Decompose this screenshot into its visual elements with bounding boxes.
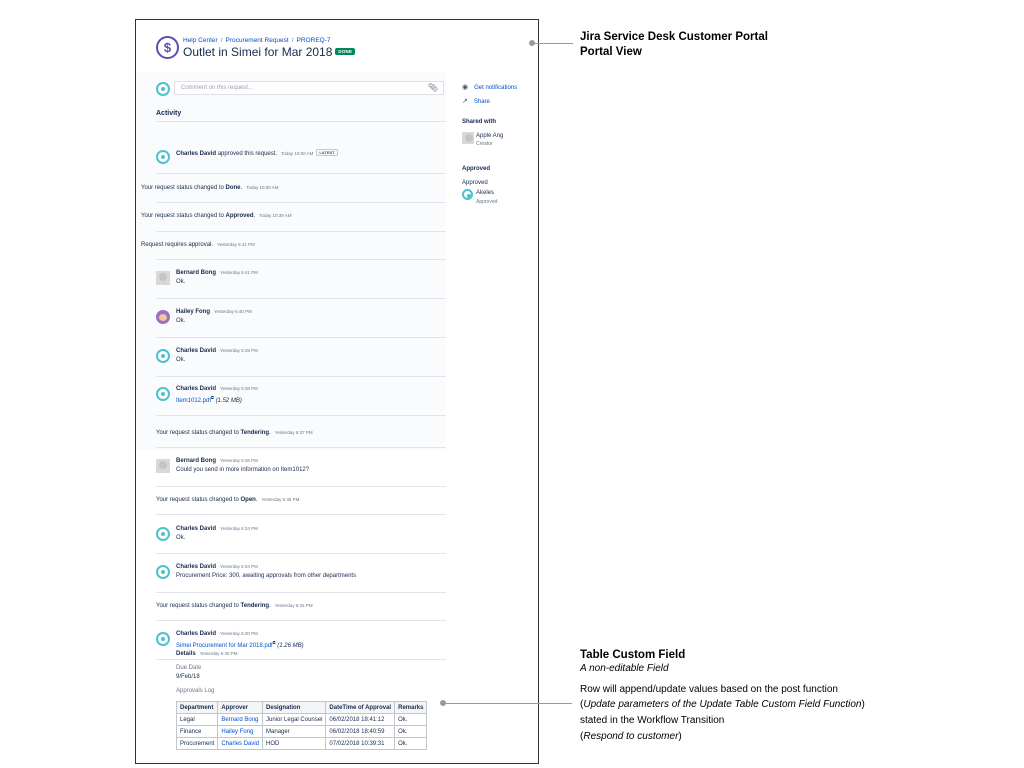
callout-line: [535, 43, 573, 44]
column-header: DateTime of Approval: [326, 702, 395, 714]
table-cell: Finance: [177, 726, 218, 738]
activity-headline: [176, 458, 309, 464]
activity-entry: [141, 213, 291, 219]
activity-headline: [176, 386, 258, 392]
portal-frame: [135, 19, 539, 764]
external-link-icon: ⧉: [272, 640, 276, 645]
dollar-icon: $: [156, 36, 179, 59]
paren-close: ): [861, 699, 865, 710]
external-link-icon: ⧉: [211, 395, 214, 400]
activity-headline: [176, 270, 258, 276]
activity-time: Yesterday 6:41 PM: [220, 270, 258, 275]
table-body: [177, 714, 427, 750]
table-annotation-line-4: [580, 731, 682, 742]
paperclip-icon[interactable]: 📎︎: [427, 83, 438, 92]
activity-time: Yesterday 6:39 PM: [220, 348, 258, 353]
activity-headline: [176, 309, 252, 315]
shared-with-heading: Shared with: [462, 119, 497, 125]
get-notifications-link[interactable]: [462, 83, 517, 91]
comment-input[interactable]: [174, 81, 444, 95]
table-cell: HOD: [263, 738, 326, 750]
activity-text: Your request status changed to: [156, 603, 239, 609]
divider: [156, 337, 446, 338]
author-name: Charles David: [176, 564, 217, 570]
activity-entry: [176, 631, 304, 649]
avatar: [156, 632, 170, 646]
activity-headline: Your request status changed to Tendering. Yesterday 6:37 PM: [156, 430, 313, 436]
table-cell: 06/02/2018 18:40:59: [326, 726, 395, 738]
paren-open: (: [580, 731, 584, 742]
activity-text: Your request status changed to: [156, 497, 239, 503]
activity-headline: Your request status changed to Approved. Today 10:39 AM: [141, 213, 292, 219]
page-title: [183, 45, 355, 59]
activity-headline: Your request status changed to Open. Yesterday 6:36 PM: [156, 497, 300, 503]
activity-time: Yesterday 6:36 PM: [220, 458, 258, 463]
activity-time: Yesterday 6:36 PM: [261, 497, 300, 502]
request-title: Outlet in Simei for Mar 2018: [183, 45, 333, 59]
activity-entry: [156, 497, 299, 503]
attachment: [176, 395, 258, 404]
author-name: Bernard Bong: [176, 270, 217, 276]
eye-icon: ◉: [462, 84, 469, 91]
breadcrumb-procurement-request[interactable]: Procurement Request: [225, 37, 289, 44]
activity-entry: [176, 564, 356, 579]
author-name: Charles David: [176, 151, 217, 157]
approver-name: Akeles: [476, 190, 495, 196]
divider: [156, 376, 446, 377]
divider: [156, 121, 446, 122]
approver-link[interactable]: Bernard Bong: [218, 714, 263, 726]
breadcrumb-separator: /: [291, 37, 294, 44]
avatar: [156, 387, 170, 401]
comment-text: Procurement Price: 300, awaiting approvals from other departments: [176, 573, 357, 579]
breadcrumb-help-center[interactable]: Help Center: [183, 37, 218, 44]
transition-name: Respond to customer: [583, 731, 679, 742]
table-row: [177, 738, 427, 750]
activity-time: Yesterday 6:38 PM: [220, 386, 258, 391]
divider: [156, 259, 446, 260]
portal-annotation-subtitle: Portal View: [580, 46, 642, 58]
table-cell: Ok.: [395, 738, 427, 750]
due-date-value: 9/Feb/18: [176, 674, 200, 680]
activity-time: Yesterday 6:41 PM: [217, 242, 255, 247]
file-size: (1.52 MB): [215, 398, 242, 404]
activity-entry: [176, 526, 258, 541]
author-name: Hailey Fong: [176, 309, 211, 315]
comment-text: Ok.: [176, 279, 186, 285]
avatar: [156, 82, 170, 96]
avatar: [156, 459, 170, 473]
table-cell: 07/02/2018 10:39:31: [326, 738, 395, 750]
avatar: [462, 189, 473, 200]
approved-label: Approved: [462, 180, 488, 186]
activity-headline: [176, 149, 338, 157]
paren-close: ): [678, 731, 682, 742]
divider: [156, 592, 446, 593]
activity-entry: [156, 430, 313, 436]
approvals-log-label: Approvals Log: [176, 688, 215, 694]
table-annotation-title: Table Custom Field: [580, 649, 686, 661]
column-header: Approver: [218, 702, 263, 714]
table-cell: Ok.: [395, 726, 427, 738]
shared-user-name: Apple Ang: [476, 133, 504, 139]
avatar: [156, 150, 170, 164]
approved-heading: Approved: [462, 166, 491, 172]
column-header: Designation: [263, 702, 326, 714]
get-notifications-label: Get notifications: [474, 85, 518, 91]
table-annotation-line-2: [580, 699, 865, 710]
table-cell: Junior Legal Counsel: [263, 714, 326, 726]
activity-time: Today 10:50 AM: [246, 185, 279, 190]
author-name: Bernard Bong: [176, 458, 217, 464]
activity-time: Yesterday 6:34 PM: [220, 564, 258, 569]
attachment: [176, 640, 304, 649]
shared-user-role: Creator: [476, 141, 493, 147]
avatar: [156, 310, 170, 324]
avatar: [156, 527, 170, 541]
table-row: [177, 726, 427, 738]
function-name: Update parameters of the Update Table Custom Field Function: [583, 699, 862, 710]
table-cell: 06/02/2018 18:41:12: [326, 714, 395, 726]
divider: [156, 202, 446, 203]
activity-time: Today 10:50 AM: [281, 151, 314, 156]
activity-text: Your request status changed to: [141, 213, 224, 219]
latest-badge: LATEST: [316, 149, 337, 156]
author-name: Charles David: [176, 526, 217, 532]
activity-entry: [156, 603, 313, 609]
status-value: Open: [240, 497, 256, 503]
status-value: Tendering: [240, 603, 270, 609]
attachment-link[interactable]: Item1012.pdf: [176, 398, 212, 404]
activity-headline: [141, 242, 255, 248]
paren-open: (: [580, 699, 584, 710]
table-header-row: [177, 702, 427, 714]
activity-entry: [176, 149, 338, 157]
details-title: Details: [176, 651, 196, 657]
activity-entry: [176, 386, 258, 404]
file-size: (1.26 MB): [277, 643, 304, 649]
activity-heading: Activity: [156, 110, 182, 117]
activity-headline: [176, 564, 356, 570]
status-value: Done: [225, 185, 241, 191]
activity-headline: Your request status changed to Tendering. Yesterday 6:34 PM: [156, 603, 313, 609]
author-name: Charles David: [176, 386, 217, 392]
activity-time: Yesterday 6:37 PM: [274, 430, 313, 435]
details-heading: [176, 651, 238, 657]
divider: [156, 173, 446, 174]
share-link[interactable]: [462, 97, 490, 105]
comment-placeholder: Comment on this request...: [181, 85, 254, 91]
activity-text: Request requires approval.: [141, 242, 214, 248]
activity-text: Your request status changed to: [141, 185, 224, 191]
divider: [156, 620, 446, 621]
activity-text: Your request status changed to: [156, 430, 239, 436]
approver-link[interactable]: Charles David: [218, 738, 263, 750]
activity-entry: [141, 242, 255, 248]
activity-headline: [176, 631, 304, 637]
activity-time: Today 10:39 AM: [259, 213, 292, 218]
divider: [156, 298, 446, 299]
activity-time: Yesterday 6:40 PM: [214, 309, 252, 314]
divider: [156, 231, 446, 232]
divider: [156, 553, 446, 554]
activity-entry: [176, 270, 258, 285]
divider: [156, 447, 446, 448]
status-value: Approved: [225, 213, 254, 219]
activity-time: Yesterday 6:34 PM: [220, 526, 258, 531]
activity-headline: Your request status changed to Done. Today 10:50 AM: [141, 185, 279, 191]
table-row: [177, 714, 427, 726]
column-header: Remarks: [395, 702, 427, 714]
column-header: Department: [177, 702, 218, 714]
activity-action: approved this request.: [217, 151, 278, 157]
breadcrumb-separator: /: [220, 37, 223, 44]
approver-link[interactable]: Hailey Fong: [218, 726, 263, 738]
due-date-label: Due Date: [176, 665, 202, 671]
divider: [156, 659, 446, 660]
table-annotation-line-3: stated in the Workflow Transition: [580, 715, 725, 726]
divider: [156, 415, 446, 416]
author-name: Charles David: [176, 631, 217, 637]
activity-time: Yesterday 6:30 PM: [220, 631, 258, 636]
comment-text: Ok.: [176, 535, 186, 541]
table-annotation-subtitle: A non-editable Field: [580, 663, 669, 674]
divider: [156, 486, 446, 487]
attachment-link[interactable]: Simei Procurement for Mar 2018.pdf: [176, 643, 273, 649]
table-cell: Procurement: [177, 738, 218, 750]
activity-entry: [176, 458, 309, 473]
table-cell: Manager: [263, 726, 326, 738]
portal-annotation-title: Jira Service Desk Customer Portal: [580, 31, 768, 43]
activity-headline: [176, 526, 258, 532]
activity-entry: [176, 348, 258, 363]
share-icon: ↗: [462, 98, 468, 105]
comment-text: Ok.: [176, 318, 186, 324]
details-time: Yesterday 6:30 PM: [199, 651, 238, 656]
comment-text: Could you send in more information on Item1012?: [176, 467, 310, 473]
avatar: [156, 565, 170, 579]
breadcrumb: [183, 37, 331, 44]
avatar: [156, 271, 170, 285]
activity-entry: [141, 185, 278, 191]
status-value: Tendering: [240, 430, 270, 436]
activity-entry: [176, 309, 252, 324]
avatar: [156, 349, 170, 363]
author-name: Charles David: [176, 348, 217, 354]
activity-time: Yesterday 6:34 PM: [274, 603, 313, 608]
table-annotation-line-1: Row will append/update values based on the post function: [580, 684, 838, 695]
breadcrumb-issue-key[interactable]: PROREQ-7: [296, 37, 331, 44]
activity-headline: [176, 348, 258, 354]
approvals-log-table: [176, 701, 427, 750]
table-cell: Ok.: [395, 714, 427, 726]
status-badge: DONE: [335, 48, 355, 55]
avatar: [462, 132, 474, 144]
comment-text: Ok.: [176, 357, 186, 363]
approver-status: Approved: [476, 199, 498, 205]
divider: [156, 514, 446, 515]
table-cell: Legal: [177, 714, 218, 726]
callout-line: [446, 703, 572, 704]
share-label: Share: [473, 99, 490, 105]
